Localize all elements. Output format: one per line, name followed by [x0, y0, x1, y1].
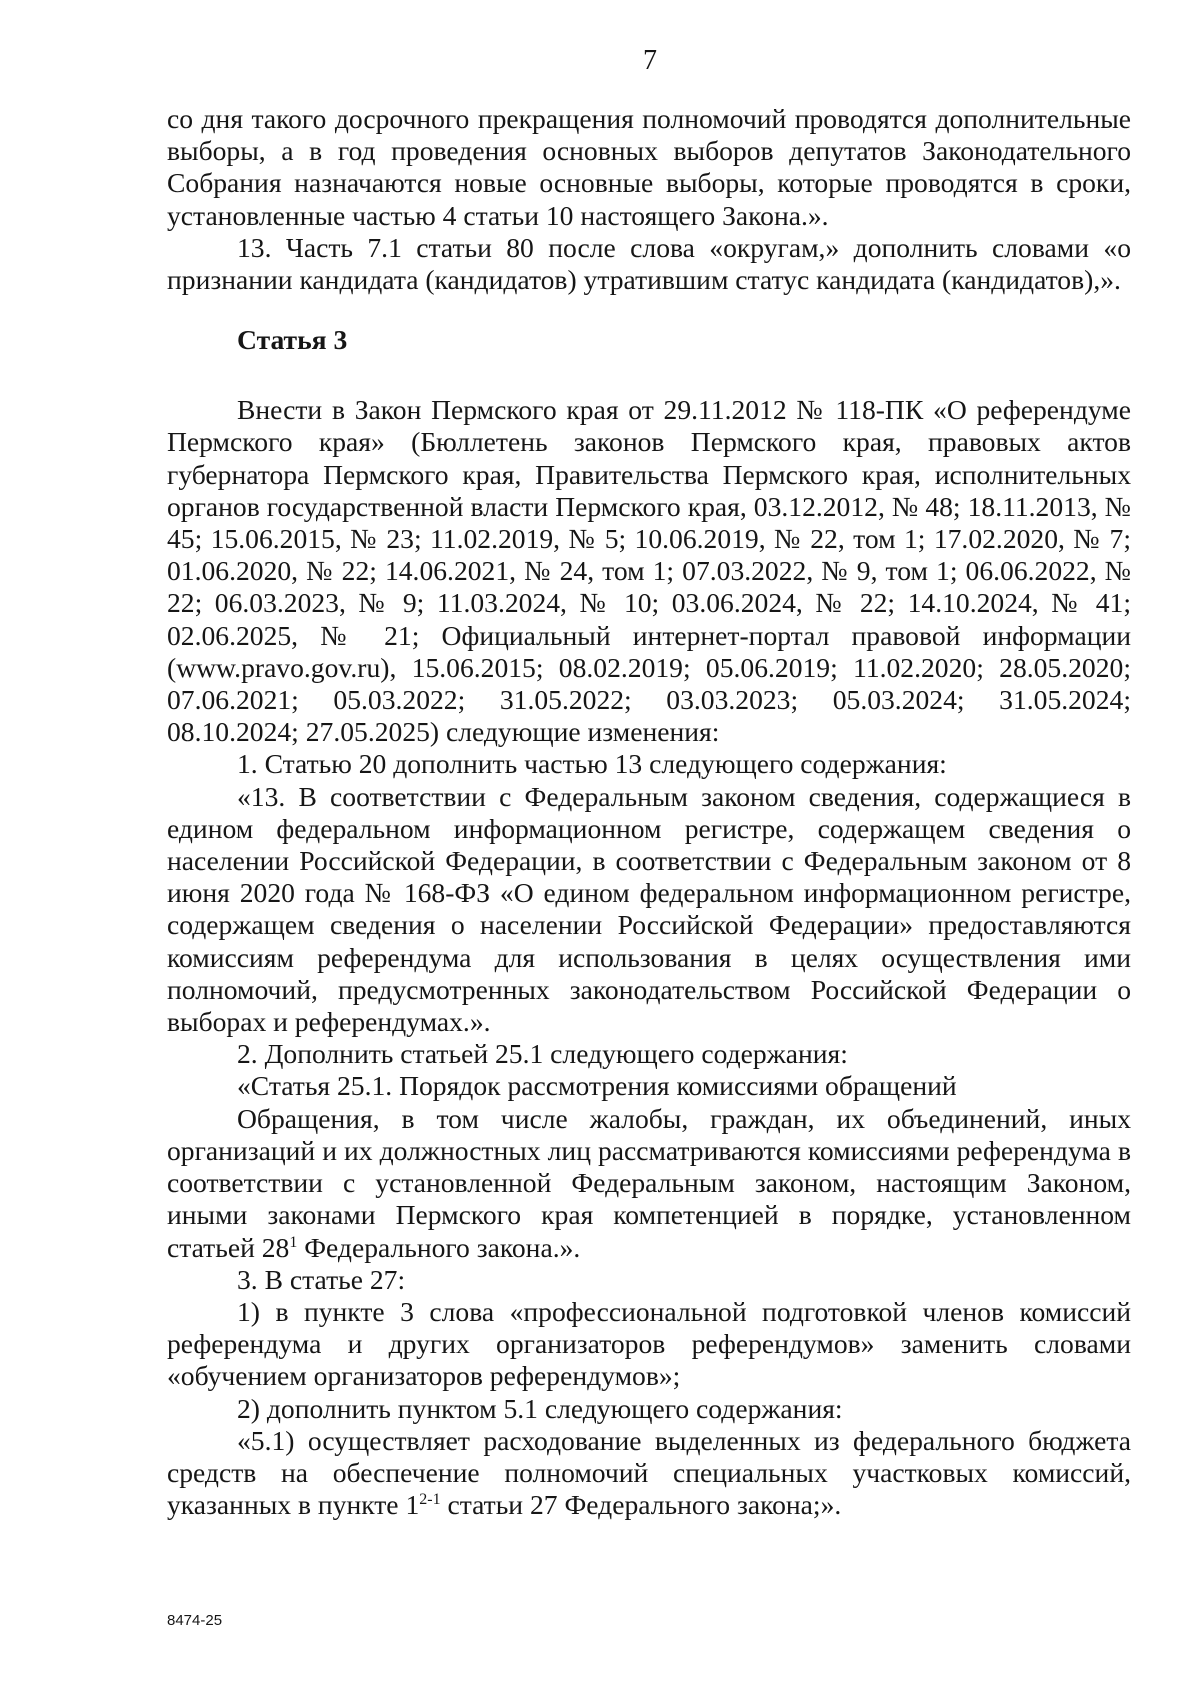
- paragraph-article-intro: Внести в Закон Пермского края от 29.11.2012 № 118-ПК «О референдуме Пермского края» (Бюллетень законов Пермского края, правовых актов губернатора Пермского края, Правительства Пермского края, исполнительных органов государственной власти Пермского края, 03.12.2012, № 48; 18.11.2013, № 45; 15.06.2015, № 23; 11.02.2019, № 5; 10.06.2019, № 22, том 1; 17.02.2020, № 7; 01.06.2020, № 22; 14.06.2021, № 24, том 1; 07.03.2022, № 9, том 1; 06.06.2022, № 22; 06.03.2023, № 9; 11.03.2024, № 10; 03.06.2024, № 22; 14.10.2024, № 41; 02.06.2025, № 21; Официальный интернет-портал правовой информации (www.pravo.gov.ru), 15.06.2015; 08.02.2019; 05.06.2019; 11.02.2020; 28.05.2020; 07.06.2021; 05.03.2022; 31.05.2022; 03.03.2023; 05.03.2024; 31.05.2024; 08.10.2024; 27.05.2025) следующие изменения:: [167, 394, 1131, 748]
- paragraph-point-3: 3. В статье 27:: [237, 1263, 406, 1295]
- paragraph-appeals-text: Обращения, в том числе жалобы, граждан, их объединений, иных организаций и их должностных лиц рассматриваются комиссиями референдума в соответствии с установленной Федеральным законом, настоящим Законом, иными законами Пермского края компетенцией в порядке, установленном статьей 28: [167, 1102, 1131, 1263]
- superscript: 2-1: [419, 1491, 441, 1509]
- paragraph-appeals-tail: Федерального закона.».: [297, 1231, 581, 1263]
- paragraph-continuation: со дня такого досрочного прекращения полномочий проводятся дополнительные выборы, а в год проведения основных выборов депутатов Законодательного Собрания назначаются новые основные выборы, которые проводятся в сроки, установленные частью 4 статьи 10 настоящего Закона.».: [167, 103, 1131, 231]
- paragraph-subpoint-1: 1) в пункте 3 слова «профессиональной подготовкой членов комиссий референдума и других организаторов референдумов» заменить словами «обучением организаторов референдумов»;: [167, 1295, 1131, 1392]
- paragraph-point-2: 2. Дополнить статьей 25.1 следующего содержания:: [237, 1038, 848, 1070]
- paragraph-quote-5-1-tail: статьи 27 Федерального закона;».: [440, 1489, 842, 1521]
- page-number: 7: [643, 45, 657, 76]
- paragraph-subpoint-2: 2) дополнить пунктом 5.1 следующего содержания:: [237, 1392, 843, 1424]
- paragraph-quote-5-1: [167, 1425, 1131, 1522]
- paragraph-item-13: 13. Часть 7.1 статьи 80 после слова «округам,» дополнить словами «о признании кандидата (кандидатов) утратившим статус кандидата (кандидатов),».: [167, 231, 1131, 296]
- paragraph-appeals: [167, 1103, 1131, 1264]
- paragraph-quote-5-1-text: «5.1) осуществляет расходование выделенных из федерального бюджета средств на обеспечение полномочий специальных участковых комиссий, указанных в пункте 1: [167, 1424, 1131, 1521]
- article-heading: Статья 3: [237, 324, 348, 356]
- paragraph-quote-13: «13. В соответствии с Федеральным законом сведения, содержащиеся в едином федеральном информационном регистре, содержащем сведения о населении Российской Федерации, в соответствии с Федеральным законом от 8 июня 2020 года № 168-ФЗ «О едином федеральном информационном регистре, содержащем сведения о населении Российской Федерации» предоставляются комиссиям референдума для использования в целях осуществления ими полномочий, предусмотренных законодательством Российской Федерации о выборах и референдумах.».: [167, 780, 1131, 1038]
- document-body: [167, 103, 1131, 1521]
- superscript: 1: [289, 1233, 298, 1251]
- paragraph-point-1: 1. Статью 20 дополнить частью 13 следующего содержания:: [237, 748, 947, 780]
- paragraph-article-25-1-title: «Статья 25.1. Порядок рассмотрения комиссиями обращений: [237, 1070, 957, 1102]
- document-code: 8474-25: [167, 1612, 223, 1629]
